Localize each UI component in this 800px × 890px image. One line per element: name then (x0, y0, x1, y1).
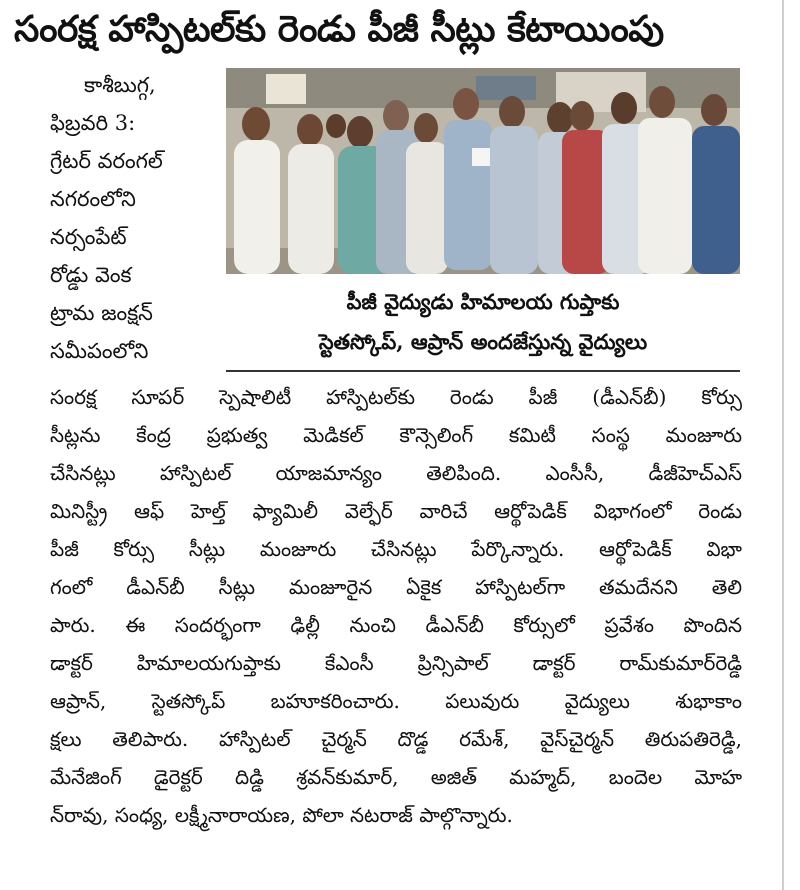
body-line: క్షలు తెలిపారు. హాస్పిటల్ చైర్మన్ దొడ్డ రమేశ్, వైస్‌చైర్మన్ తిరుపతిరెడ్డి, (50, 727, 742, 751)
dateline-place: కాశీబుగ్గ, (84, 73, 156, 97)
lead-line: ట్రామ జంక్షన్ (50, 301, 153, 325)
group-photo (226, 68, 740, 274)
body-line: పారు. ఈ సందర్భంగా ఢిల్లీ నుంచి డీఎన్‌బీ కోర్సులో ప్రవేశం పొందిన (50, 613, 742, 637)
lead-line: నగరంలోని (50, 187, 136, 211)
group-photo-icon (226, 68, 740, 274)
body-line: గంలో డీఎన్‌బీ సీట్లు మంజూరైన ఏకైక హాస్పిటల్‌గా తమదేనని తెలి (50, 575, 742, 599)
article-body (50, 378, 742, 834)
lead-line: రోడ్డు వెంక (50, 263, 132, 287)
lead-line: నర్సంపేట్ (50, 225, 127, 249)
headline: సంరక్ష హాస్పిటల్‌కు రెండు పీజీ సీట్లు కేటాయింపు (14, 9, 664, 50)
dateline-date (50, 104, 222, 142)
page-edge (782, 0, 784, 890)
caption-line-1: పీజీ వైద్యుడు హిమాలయ గుప్తాకు (346, 289, 620, 314)
body-line: మేనేజింగ్ డైరెక్టర్ దిడ్డి శ్రవన్‌కుమార్, అజిత్ మహ్మద్, బందెల మోహ (50, 765, 742, 789)
photo-caption (226, 276, 740, 372)
body-line: సీట్లను కేంద్ర ప్రభుత్వ మెడికల్ కౌన్సెలింగ్ కమిటీ సంస్థ మంజూరు (50, 423, 742, 447)
body-line: ఆప్రాన్, స్టెతస్కోప్ బహూకరించారు. పలువురు వైద్యులు శుభాకాం (50, 689, 742, 713)
dateline-date-text: ఫిబ్రవరి 3: (50, 111, 136, 135)
body-line: పీజీ కోర్సు సీట్లు మంజూరు చేసినట్లు పేర్కొన్నారు. ఆర్థోపెడిక్ విభా (50, 537, 742, 561)
body-line: న్‌రావు, సంధ్య, లక్ష్మీనారాయణ, పోలా నటరాజ్ పాల్గొన్నారు. (50, 803, 513, 827)
lead-column (50, 66, 222, 370)
body-line: డాక్టర్ హిమాలయగుప్తాకు కేఎంసీ ప్రిన్సిపాల్ డాక్టర్ రామ్‌కుమార్‌రెడ్డి (50, 651, 742, 675)
body-line: సంరక్ష సూపర్ స్పెషాలిటీ హాస్పిటల్‌కు రెండు పీజీ (డీఎన్‌బీ) కోర్సు (50, 385, 742, 409)
caption-line-2: స్టెతస్కోప్, ఆప్రాన్ అందజేస్తున్న వైద్యులు (318, 329, 648, 354)
body-line: చేసినట్లు హాస్పిటల్ యాజమాన్యం తెలిపింది. ఎంసీసీ, డీజీహెచ్ఎస్ (50, 461, 742, 485)
body-line: మినిస్ట్రీ ఆఫ్ హెల్త్ ఫ్యామిలీ వెల్ఫేర్ వారిచే ఆర్థోపెడిక్ విభాగంలో రెండు (50, 499, 742, 523)
lead-line: గ్రేటర్ వరంగల్ (50, 149, 163, 173)
lead-line: సమీపంలోని (50, 339, 149, 363)
